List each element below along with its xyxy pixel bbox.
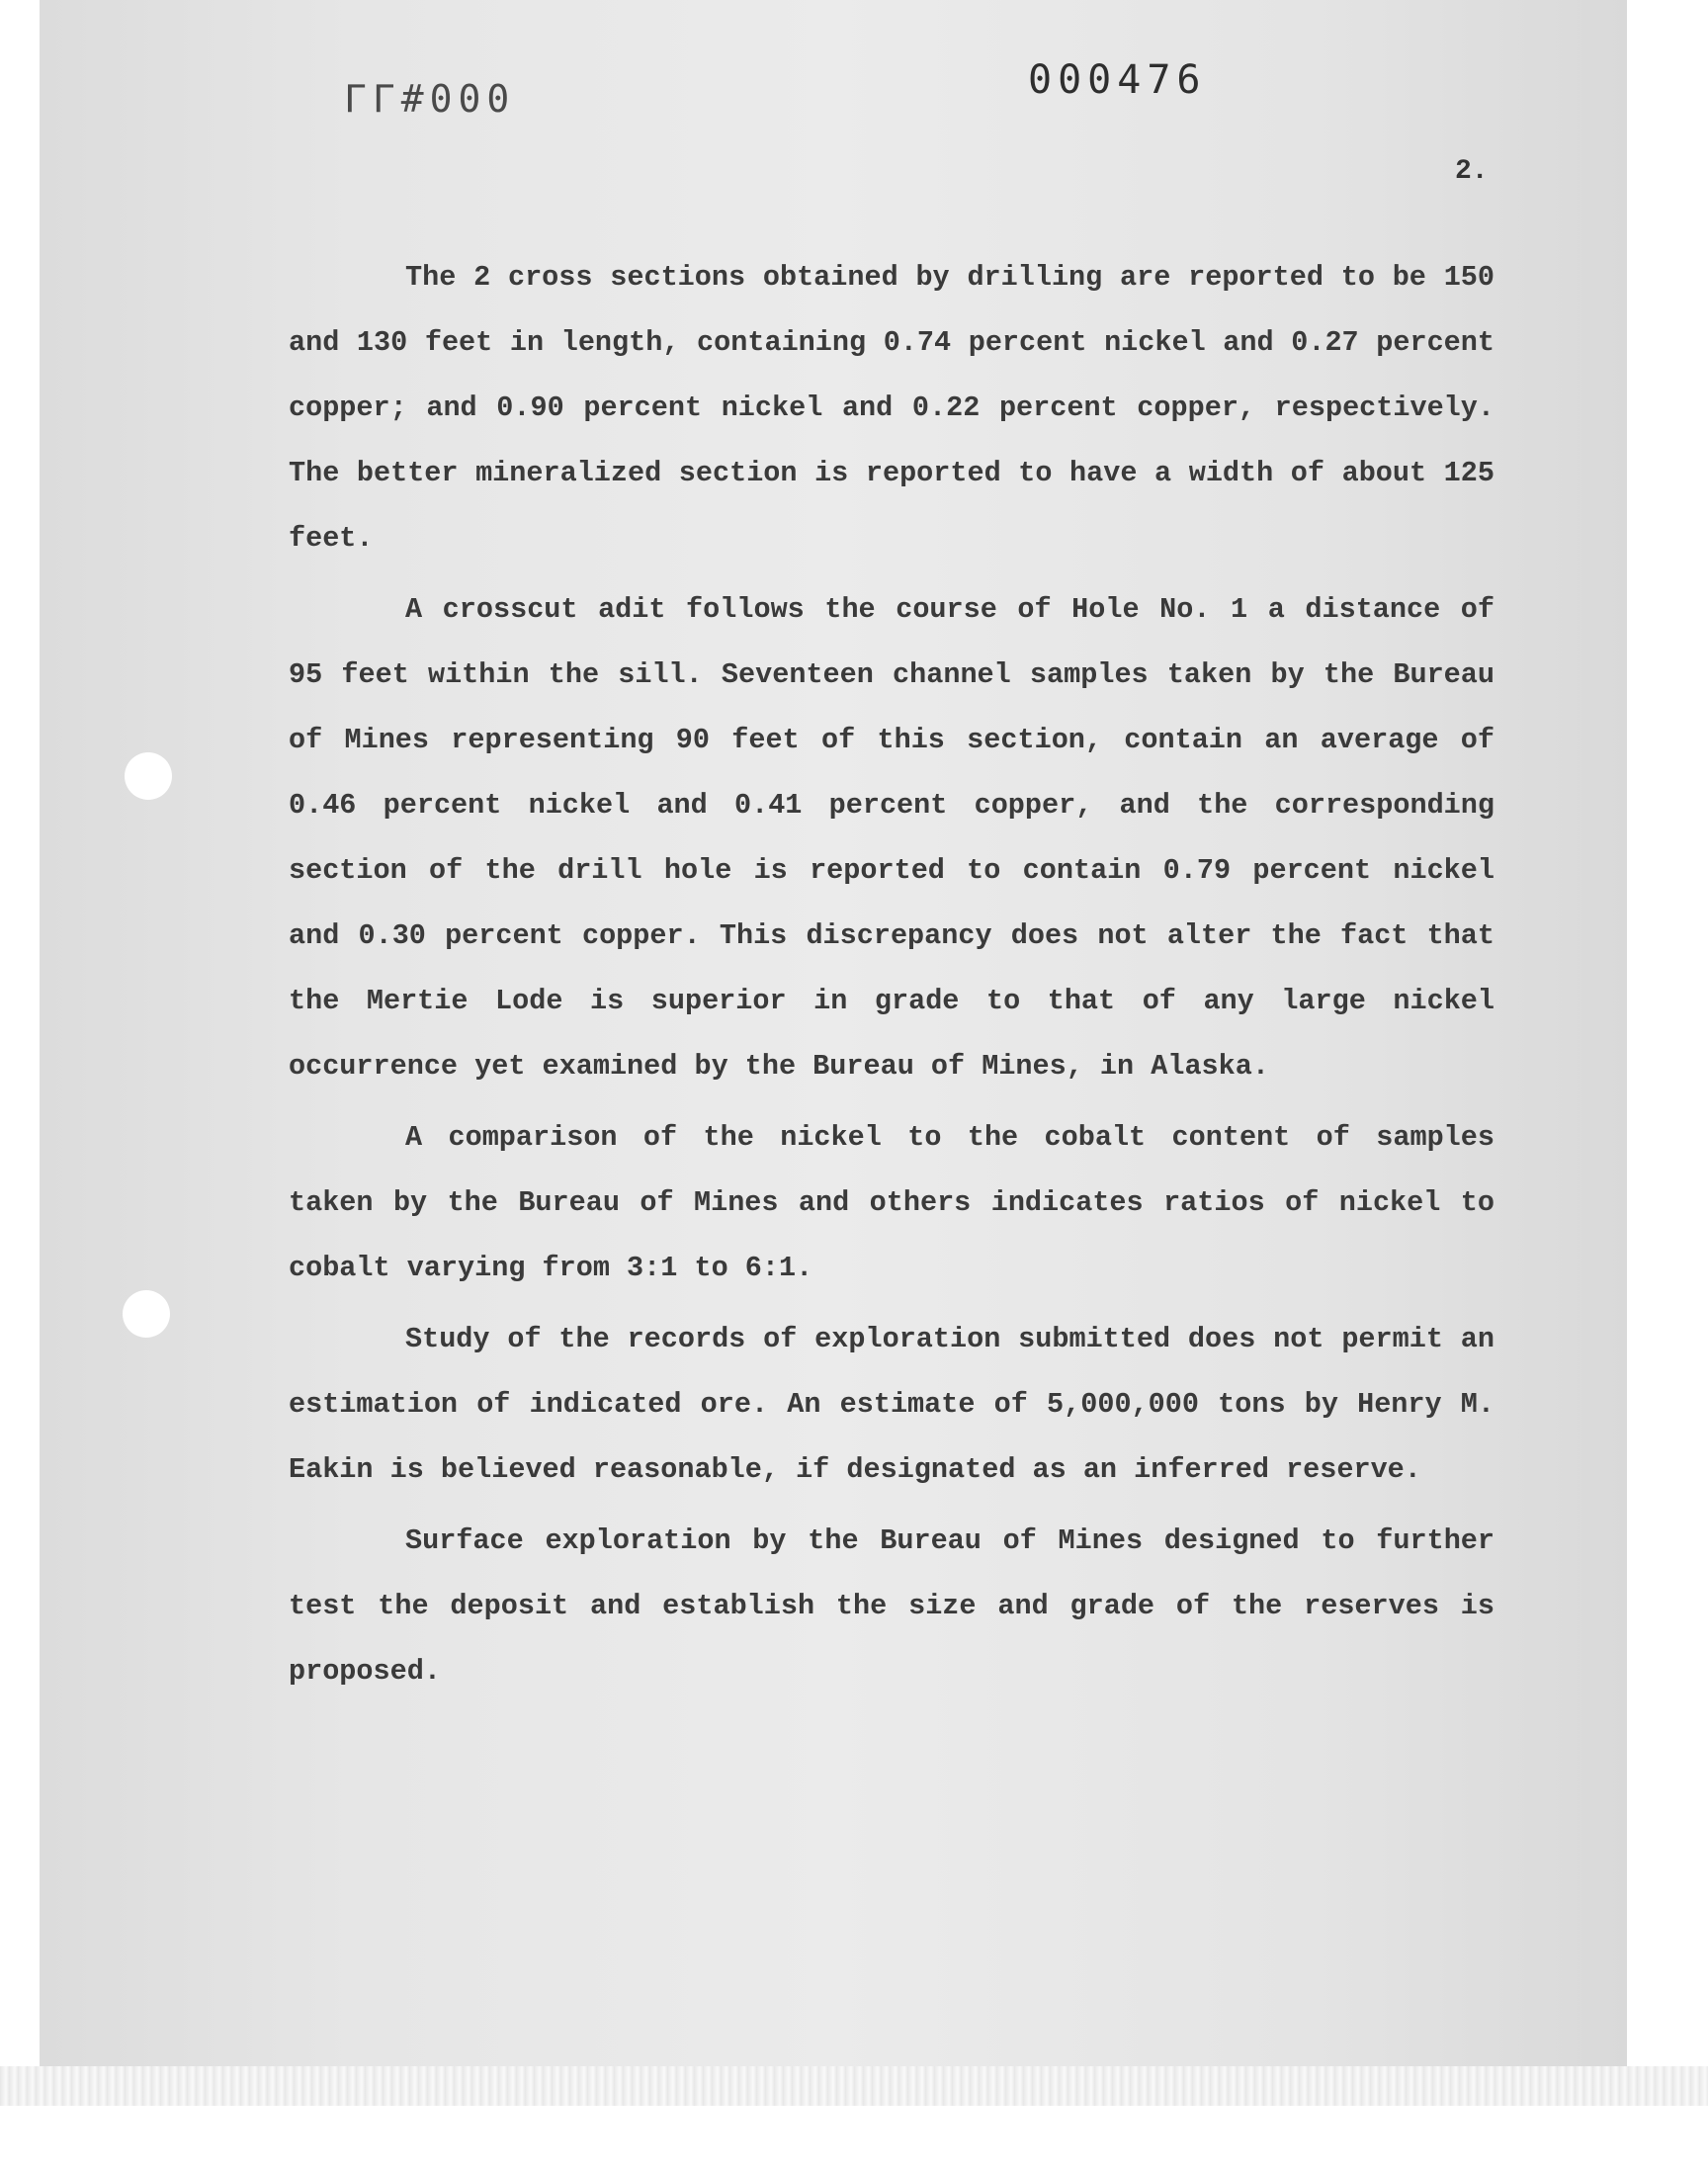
paragraph-drill-sections: The 2 cross sections obtained by drilling are reported to be 150 and 130 feet in length, containing 0.74 percent nickel and 0.27 percent copper; and 0.90 percent nickel and 0.22 percent copper, respectively. The better mineralized section is reported to have a width of about 125 feet. (289, 261, 1494, 555)
document-stamp-right: 000476 (1028, 57, 1207, 103)
paragraph-cobalt-ratio: A comparison of the nickel to the cobalt content of samples taken by the Bureau of Mines and others indicates ratios of nickel to cobalt varying from 3:1 to 6:1. (289, 1121, 1494, 1284)
document-body (289, 245, 1494, 1704)
punch-hole-bottom (123, 1290, 170, 1338)
document-stamp-left: ΓΓ#000 (344, 77, 516, 121)
punch-hole-top (125, 752, 172, 800)
scan-edge-artifact (0, 2066, 1708, 2106)
paragraph-surface-exploration: Surface exploration by the Bureau of Mines designed to further test the deposit and establish the size and grade of the reserves is proposed. (289, 1524, 1494, 1688)
page-number: 2. (1455, 156, 1489, 187)
paragraph-crosscut-adit: A crosscut adit follows the course of Hole No. 1 a distance of 95 feet within the sill. Seventeen channel samples taken by the Bureau of Mines representing 90 feet of this section, contain an average of 0.46 percent nickel and 0.41 percent copper, and the corresponding section of the drill hole is reported to contain 0.79 percent nickel and 0.30 percent copper. This discrepancy does not alter the fact that the Mertie Lode is superior in grade to that of any large nickel occurrence yet examined by the Bureau of Mines, in Alaska. (289, 593, 1494, 1083)
paragraph-ore-estimate: Study of the records of exploration submitted does not permit an estimation of indicated ore. An estimate of 5,000,000 tons by Henry M. Eakin is believed reasonable, if designated as an inferred reserve. (289, 1323, 1494, 1486)
